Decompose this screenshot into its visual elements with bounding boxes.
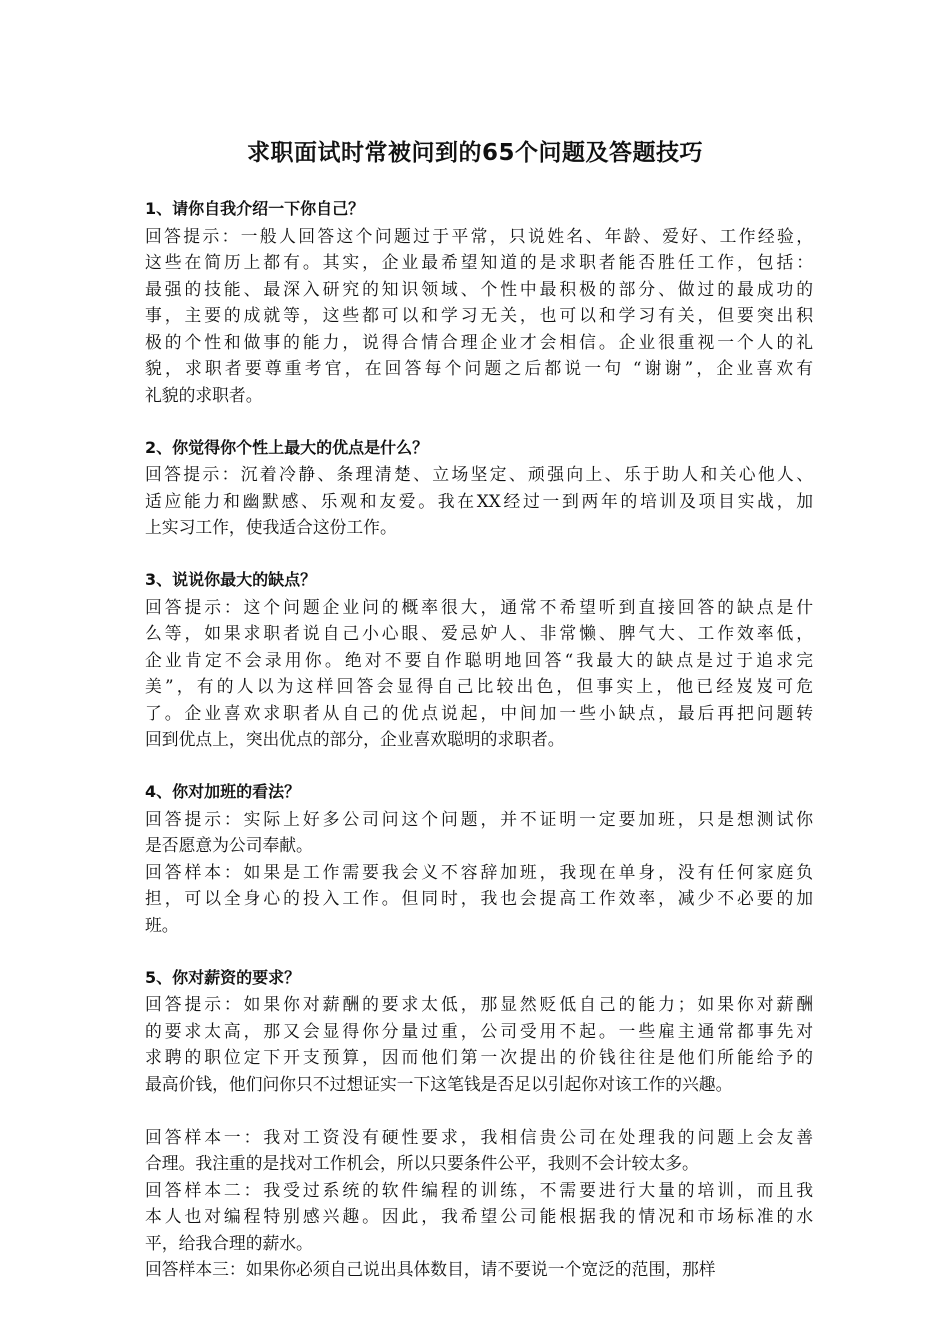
question-heading: 2、你觉得你个性上最大的优点是什么？ xyxy=(145,437,429,457)
text-line: 回答样本三：如果你必须自己说出具体数目，请不要说一个宽泛的范围，那样 xyxy=(145,1259,716,1279)
question-heading: 4、你对加班的看法？ xyxy=(145,782,301,801)
question-heading: 3、说说你最大的缺点？ xyxy=(145,570,317,589)
question-heading: 1、请你自我介绍一下你自己？ xyxy=(145,199,365,218)
text-line: 求聘的职位定下开支预算，因而他们第一次提出的价钱往往是他们所能给予的 xyxy=(145,1047,813,1067)
text-line: 适应能力和幽默感、乐观和友爱。我在XX经过一到两年的培训及项目实战，加 xyxy=(145,490,813,511)
question-section xyxy=(145,435,813,541)
text-line: 回答提示：沉着冷静、条理清楚、立场坚定、顽强向上、乐于助人和关心他人、 xyxy=(145,464,813,484)
text-line: 企业肯定不会录用你。绝对不要自作聪明地回答“我最大的缺点是过于追求完 xyxy=(145,649,813,670)
section-gap xyxy=(145,938,813,965)
paragraph-gap xyxy=(145,1097,813,1124)
text-line: 了。企业喜欢求职者从自己的优点说起，中间加一些小缺点，最后再把问题转 xyxy=(145,702,813,723)
question-section xyxy=(145,196,813,408)
text-line: 回答样本：如果是工作需要我会义不容辞加班，我现在单身，没有任何家庭负 xyxy=(145,861,813,882)
text-line: 是否愿意为公司奉献。 xyxy=(145,835,313,855)
text-line: 最强的技能、最深入研究的知识领域、个性中最积极的部分、做过的最成功的 xyxy=(145,278,813,299)
answer-paragraph xyxy=(145,594,813,753)
text-line: 极的个性和做事的能力，说得合情合理企业才会相信。企业很重视一个人的礼 xyxy=(145,331,813,352)
answer-paragraph xyxy=(145,1124,813,1177)
text-line: 本人也对编程特别感兴趣。因此，我希望公司能根据我的情况和市场标准的水 xyxy=(145,1206,813,1226)
text-line: 么等，如果求职者说自己小心眼、爱忌妒人、非常懒、脾气大、工作效率低， xyxy=(145,623,813,643)
answer-paragraph xyxy=(145,1256,813,1283)
text-line: 这些在简历上都有。其实，企业最希望知道的是求职者能否胜任工作，包括： xyxy=(145,252,813,272)
text-line: 回到优点上，突出优点的部分，企业喜欢聪明的求职者。 xyxy=(145,729,565,749)
text-line: 貌，求职者要尊重考官，在回答每个问题之后都说一句 “谢谢”，企业喜欢有 xyxy=(145,358,813,378)
text-line: 班。 xyxy=(145,914,179,935)
text-line: 上实习工作，使我适合这份工作。 xyxy=(145,517,397,537)
question-section xyxy=(145,779,813,938)
question-heading: 5、你对薪资的要求？ xyxy=(145,967,301,987)
text-line: 回答提示：一般人回答这个问题过于平常，只说姓名、年龄、爱好、工作经验， xyxy=(145,225,813,246)
text-line: 回答样本二：我受过系统的软件编程的训练，不需要进行大量的培训，而且我 xyxy=(145,1179,813,1200)
document-body xyxy=(145,196,813,1283)
answer-paragraph xyxy=(145,859,813,939)
answer-paragraph xyxy=(145,461,813,541)
section-gap xyxy=(145,541,813,568)
text-line: 事，主要的成就等，这些都可以和学习无关，也可以和学习有关，但要突出积 xyxy=(145,305,813,325)
question-section xyxy=(145,567,813,753)
text-line: 礼貌的求职者。 xyxy=(145,384,263,405)
text-line: 回答提示：实际上好多公司问这个问题，并不证明一定要加班，只是想测试你 xyxy=(145,808,813,829)
text-line: 的要求太高，那又会显得你分量过重，公司受用不起。一些雇主通常都事先对 xyxy=(145,1020,813,1041)
text-line: 回答样本一：我对工资没有硬性要求，我相信贵公司在处理我的问题上会友善 xyxy=(145,1126,813,1147)
text-line: 合理。我注重的是找对工作机会，所以只要条件公平，我则不会计较太多。 xyxy=(145,1153,699,1173)
question-section xyxy=(145,965,813,1283)
text-line: 平，给我合理的薪水。 xyxy=(145,1232,313,1253)
document-title: 求职面试时常被问到的65个问题及答题技巧 xyxy=(246,140,703,166)
section-gap xyxy=(145,753,813,780)
answer-paragraph xyxy=(145,223,813,409)
text-line: 最高价钱，他们问你只不过想证实一下这笔钱是否足以引起你对该工作的兴趣。 xyxy=(145,1073,733,1094)
text-line: 担，可以全身心的投入工作。但同时，我也会提高工作效率，减少不必要的加 xyxy=(145,888,813,908)
answer-paragraph xyxy=(145,806,813,859)
text-line: 回答提示：如果你对薪酬的要求太低，那显然贬低自己的能力；如果你对薪酬 xyxy=(145,994,813,1014)
text-line: 美”，有的人以为这样回答会显得自己比较出色，但事实上，他已经岌岌可危 xyxy=(145,676,813,696)
text-line: 回答提示：这个问题企业问的概率很大，通常不希望听到直接回答的缺点是什 xyxy=(145,596,813,617)
section-gap xyxy=(145,408,813,435)
answer-paragraph xyxy=(145,1177,813,1257)
answer-paragraph xyxy=(145,991,813,1097)
